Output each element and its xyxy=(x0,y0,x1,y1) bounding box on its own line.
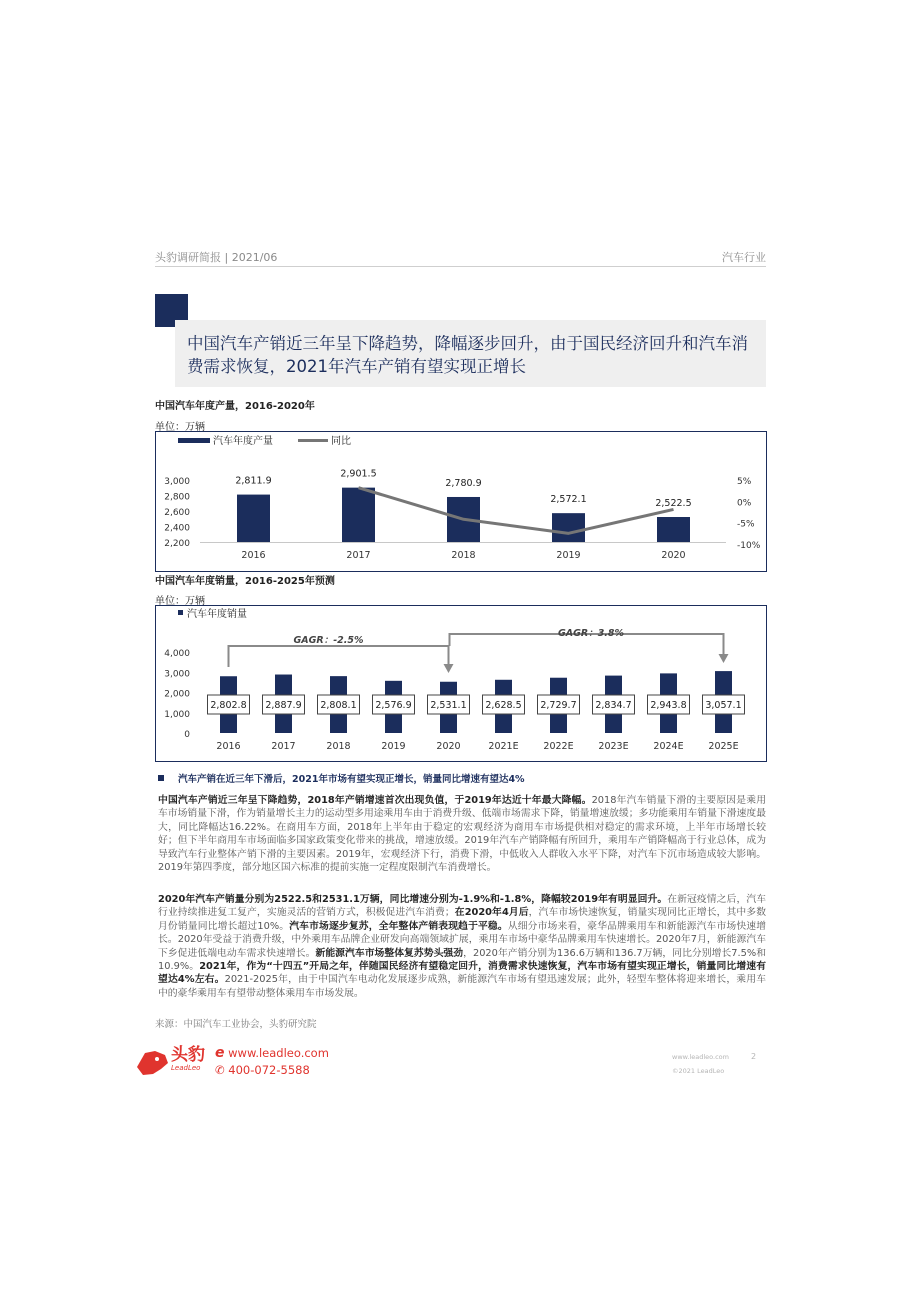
y-tick-label: 2,800 xyxy=(164,492,190,503)
header-left: 头豹调研简报 | 2021/06 xyxy=(155,251,278,264)
chart1-unit: 单位：万辆 xyxy=(155,422,205,433)
x-tick-label: 2022E xyxy=(543,741,574,752)
web-icon: e xyxy=(215,1045,225,1061)
bar-data-label: 2,780.9 xyxy=(445,477,482,489)
cagr-label: GAGR：-2.5% xyxy=(293,635,364,646)
bar-data-label: 2,811.9 xyxy=(235,475,272,487)
cagr-bracket-line xyxy=(229,646,449,667)
p2-bold-3: 汽车市场逐步复苏，全年整体产销表现趋于平稳。 xyxy=(289,920,508,932)
bar-data-label: 2,729.7 xyxy=(540,700,577,711)
p2-text-4: ，2020年产销分别为136.6万辆和136.7万辆，同比分别增长7.5%和10.9%。 xyxy=(158,947,767,973)
x-tick-label: 2017 xyxy=(346,550,371,561)
x-tick-label: 2024E xyxy=(653,741,684,752)
x-tick-label: 2019 xyxy=(381,741,406,752)
cagr-arrow-icon xyxy=(444,664,454,673)
phone-number: 400-072-5588 xyxy=(228,1063,310,1077)
production-bar xyxy=(342,488,375,542)
bar-data-label: 2,522.5 xyxy=(655,498,692,510)
chart2-frame xyxy=(155,605,767,762)
y-tick-label: 1,000 xyxy=(164,709,190,720)
footer-brand xyxy=(135,1045,329,1079)
footer-meta xyxy=(672,1050,729,1078)
y-tick-label: 2,200 xyxy=(164,539,190,549)
chart2-title: 中国汽车年度销量，2016-2025年预测 xyxy=(155,576,335,587)
bar-data-label: 2,834.7 xyxy=(595,700,632,711)
footer-copyright: ©2021 LeadLeo xyxy=(672,1067,725,1075)
bar-data-label: 2,808.1 xyxy=(320,700,357,711)
phone-icon: ✆ xyxy=(215,1063,225,1077)
y2-tick-label: -10% xyxy=(737,541,761,551)
x-tick-label: 2025E xyxy=(708,741,739,752)
page-title: 中国汽车产销近三年呈下降趋势，降幅逐步回升，由于国民经济回升和汽车消费需求恢复，2021年汽车产销有望实现正增长 xyxy=(187,334,748,376)
bar-data-label: 2,943.8 xyxy=(650,700,687,711)
key-finding-text: 汽车产销在近三年下滑后，2021年市场有望实现正增长，销量同比增速有望达4% xyxy=(178,774,525,785)
p2-text-5: 2021-2025年，由于中国汽车电动化发展逐步成熟，新能源汽车市场有望迅速发展；此外，轻型车整体将迎来增长，乘用车中的豪华乘用车有望带动整体乘用车市场发展。 xyxy=(158,974,766,999)
x-tick-label: 2017 xyxy=(271,741,296,752)
bar-data-label: 2,901.5 xyxy=(340,468,377,480)
production-chart xyxy=(156,432,766,571)
paragraph-2 xyxy=(158,893,766,1000)
y-tick-label: 2,000 xyxy=(164,689,190,700)
source-note: 来源：中国汽车工业协会，头豹研究院 xyxy=(155,1019,317,1030)
header-divider xyxy=(155,266,766,267)
chart1-frame xyxy=(155,431,767,572)
bullet-square-icon xyxy=(158,775,164,781)
x-tick-label: 2021E xyxy=(488,741,519,752)
p2-text-3: 从细分市场来看，豪华品牌乘用车和新能源汽车市场快速增长。2020年受益于消费升级，中外乘用车品牌企业研发向高端领域扩展，乘用车市场中豪华品牌乘用车快速增长。2020年7月，新能源汽车下乡促进低端电动车需求快速增长。 xyxy=(158,920,767,959)
bar-data-label: 2,802.8 xyxy=(210,700,247,711)
x-tick-label: 2018 xyxy=(451,550,476,561)
cagr-arrow-icon xyxy=(719,654,729,663)
p2-bold-4: 新能源汽车市场整体复苏势头强劲 xyxy=(315,947,464,959)
p2-bold-2: 在2020年4月后 xyxy=(454,907,529,919)
x-tick-label: 2019 xyxy=(556,550,581,561)
production-bar xyxy=(552,513,585,542)
leopard-logo-icon xyxy=(135,1047,169,1077)
x-tick-label: 2020 xyxy=(661,550,686,561)
legend-bar-label: 汽车年度产量 xyxy=(213,436,273,447)
production-bar xyxy=(237,495,270,542)
p2-text-1: 在新冠疫情之后，汽车行业持续推进复工复产，实施灵活的营销方式，积极促进汽车消费； xyxy=(158,894,766,919)
cagr-label: GAGR：3.8% xyxy=(557,628,625,639)
legend-bar-swatch xyxy=(178,438,210,443)
p2-text-2: ，汽车市场快速恢复，销量实现同比正增长，其中多数月份销量同比增长超过10%。 xyxy=(158,907,766,932)
bar-data-label: 2,576.9 xyxy=(375,700,412,711)
y2-tick-label: 5% xyxy=(737,477,752,487)
paragraph-1-bold: 中国汽车产销近三年呈下降趋势，2018年产销增速首次出现负值，于2019年达近十年最大降幅。 xyxy=(158,795,592,806)
paragraph-1 xyxy=(158,794,766,874)
y2-tick-label: 0% xyxy=(737,498,752,509)
x-tick-label: 2018 xyxy=(326,741,351,752)
y-tick-label: 2,600 xyxy=(164,508,190,518)
y-tick-label: 2,400 xyxy=(164,523,190,534)
footer-web: www.leadleo.com xyxy=(672,1053,729,1061)
x-tick-label: 2020 xyxy=(436,741,461,752)
logo-name: 头豹 xyxy=(171,1045,205,1065)
header-right: 汽车行业 xyxy=(722,251,766,264)
bar-data-label: 2,887.9 xyxy=(265,700,302,711)
p2-bold-5: 2021年，作为“十四五”开局之年，伴随国民经济有望稳定回升，消费需求快速恢复，汽车市场有望实现正增长，销量同比增速有望达4%左右。 xyxy=(158,961,766,986)
key-finding xyxy=(158,771,525,785)
p2-bold-1: 2020年汽车产销量分别为2522.5和2531.1万辆，同比增速分别为-1.9%和-1.8%，降幅较2019年有明显回升。 xyxy=(158,894,668,905)
page-number: 2 xyxy=(751,1052,757,1061)
legend-bar-swatch xyxy=(178,610,183,615)
y-tick-label: 0 xyxy=(184,730,190,740)
bar-data-label: 3,057.1 xyxy=(705,700,742,711)
bar-data-label: 2,531.1 xyxy=(430,700,467,711)
x-tick-label: 2016 xyxy=(241,550,266,561)
bar-data-label: 2,628.5 xyxy=(485,700,522,711)
y-tick-label: 3,000 xyxy=(164,669,190,680)
y-tick-label: 4,000 xyxy=(164,649,190,659)
legend-bar-label: 汽车年度销量 xyxy=(187,609,247,620)
logo-sub: LeadLeo xyxy=(171,1064,201,1072)
legend-line-label: 同比 xyxy=(331,436,351,447)
yoy-growth-line xyxy=(359,488,674,534)
bar-data-label: 2,572.1 xyxy=(550,494,587,506)
production-bar xyxy=(657,517,690,542)
sales-chart xyxy=(156,606,766,761)
paragraph-1-text: 2018年汽车销量下滑的主要原因是乘用车市场销量下滑，作为销量增长主力的运动型多用途乘用车由于消费升级、低端市场需求下降，销量增速放缓；多功能乘用车销量下滑速度最大，同比降幅达16.22%。在商用车方面，2018年上半年由于稳定的宏观经济为商用车市场提供相对稳定的需求环境，上半年市场增长较好；但下半年商用车市场面临多国家政策变化带来的挑战，增速放缓。2019年汽车产销降幅有所回升，乘用车产销降幅高于行业总体，成为导致汽车行业整体产销下滑的主要因素。2019年，宏观经济下行，消费下滑，中低收入人群收入水平下降，对汽车下沉市场造成较大影响。2019年第四季度，部分地区国六标准的提前实施一定程度限制汽车消费增长。 xyxy=(158,795,766,874)
website-link[interactable]: www.leadleo.com xyxy=(228,1046,329,1060)
x-tick-label: 2016 xyxy=(216,741,241,752)
y2-tick-label: -5% xyxy=(737,519,755,530)
chart1-title: 中国汽车年度产量，2016-2020年 xyxy=(155,401,315,412)
y-tick-label: 3,000 xyxy=(164,477,190,487)
x-tick-label: 2023E xyxy=(598,741,629,752)
chart2-unit: 单位：万辆 xyxy=(155,596,205,607)
